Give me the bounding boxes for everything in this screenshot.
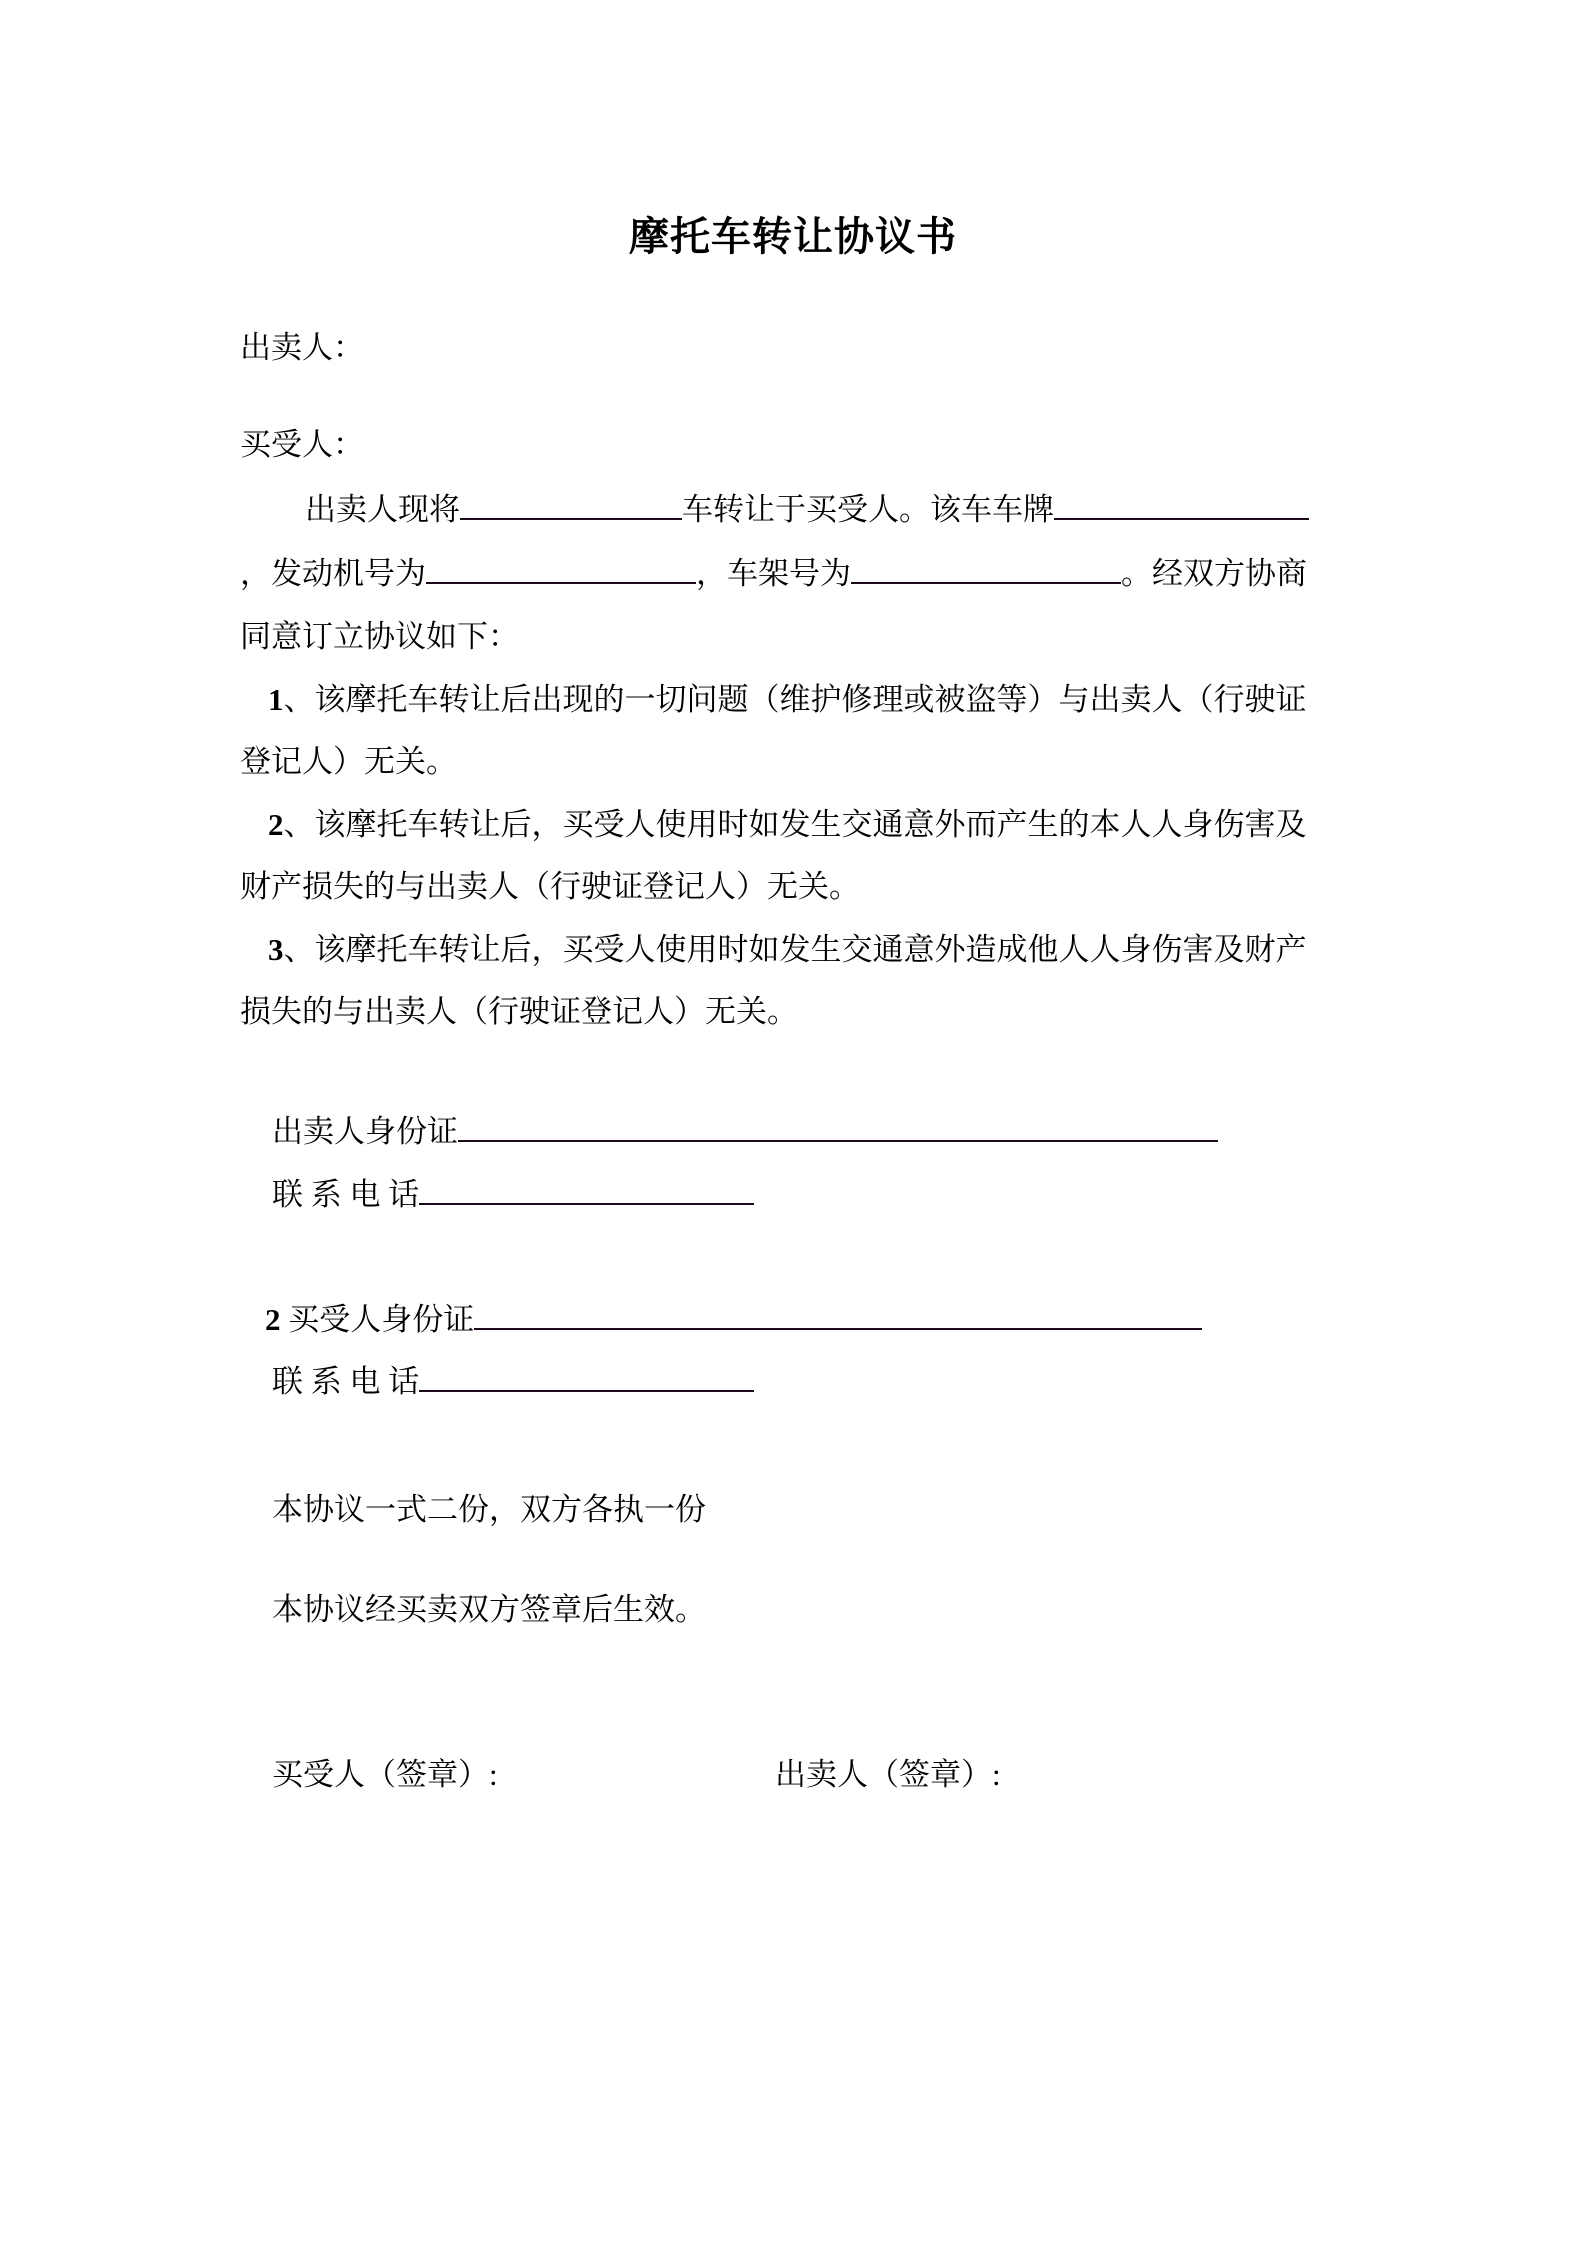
buyer-signature-label: 买受人（签章）: [272, 1757, 498, 1792]
buyer-id-blank[interactable] [474, 1300, 1202, 1330]
intro-part-2: 车转让于买受人。该车车牌 [682, 492, 1054, 527]
document-title: 摩托车转让协议书 [629, 214, 957, 260]
buyer-phone-blank[interactable] [419, 1362, 754, 1392]
buyer-id-label: 买受人身份证 [280, 1302, 475, 1337]
intro-line-1 [305, 490, 1309, 530]
seller-id-label: 出卖人身份证 [272, 1114, 458, 1149]
seller-phone-label: 联 系 电 话 [272, 1177, 420, 1212]
clause-text: 、该摩托车转让后出现的一切问题（维护修理或被盗等）与出卖人（行驶证 [283, 682, 1307, 717]
buyer-phone-label: 联 系 电 话 [272, 1364, 420, 1399]
buyer-phone-row [272, 1362, 754, 1402]
frame-number-blank[interactable] [851, 554, 1121, 584]
clause-number: 3 [268, 932, 284, 967]
seller-signature-label: 出卖人（签章）: [775, 1757, 1001, 1792]
clause-3-line-1 [268, 930, 1307, 970]
intro-part-3: ，发动机号为 [240, 556, 426, 591]
seller-label: 出卖人： [240, 330, 364, 365]
buyer-id-number: 2 [265, 1302, 281, 1337]
seller-phone-row [272, 1175, 754, 1215]
seller-id-row [272, 1112, 1218, 1152]
buyer-id-row [265, 1300, 1202, 1340]
intro-part-5: 。经双方协商 [1121, 556, 1307, 591]
intro-part-4: ，车架号为 [696, 556, 851, 591]
clause-3-line-2: 损失的与出卖人（行驶证登记人）无关。 [240, 994, 798, 1029]
seller-phone-blank[interactable] [419, 1175, 754, 1205]
buyer-label: 买受人： [240, 427, 364, 462]
copies-note: 本协议一式二份，双方各执一份 [272, 1492, 706, 1527]
intro-line-2 [240, 554, 1307, 594]
intro-part-1: 出卖人现将 [305, 492, 460, 527]
vehicle-type-blank[interactable] [460, 490, 682, 520]
intro-line-3: 同意订立协议如下： [240, 619, 519, 654]
clause-number: 1 [268, 682, 284, 717]
engine-number-blank[interactable] [426, 554, 696, 584]
clause-number: 2 [268, 807, 284, 842]
clause-text: 、该摩托车转让后，买受人使用时如发生交通意外造成他人人身伤害及财产 [283, 932, 1307, 967]
seller-id-blank[interactable] [458, 1112, 1218, 1142]
clause-1-line-2: 登记人）无关。 [240, 744, 457, 779]
plate-number-blank[interactable] [1054, 490, 1309, 520]
clause-1-line-1 [268, 680, 1307, 720]
effective-note: 本协议经买卖双方签章后生效。 [272, 1592, 706, 1627]
clause-text: 、该摩托车转让后，买受人使用时如发生交通意外而产生的本人人身伤害及 [283, 807, 1307, 842]
clause-2-line-1 [268, 805, 1307, 845]
clause-2-line-2: 财产损失的与出卖人（行驶证登记人）无关。 [240, 869, 860, 904]
